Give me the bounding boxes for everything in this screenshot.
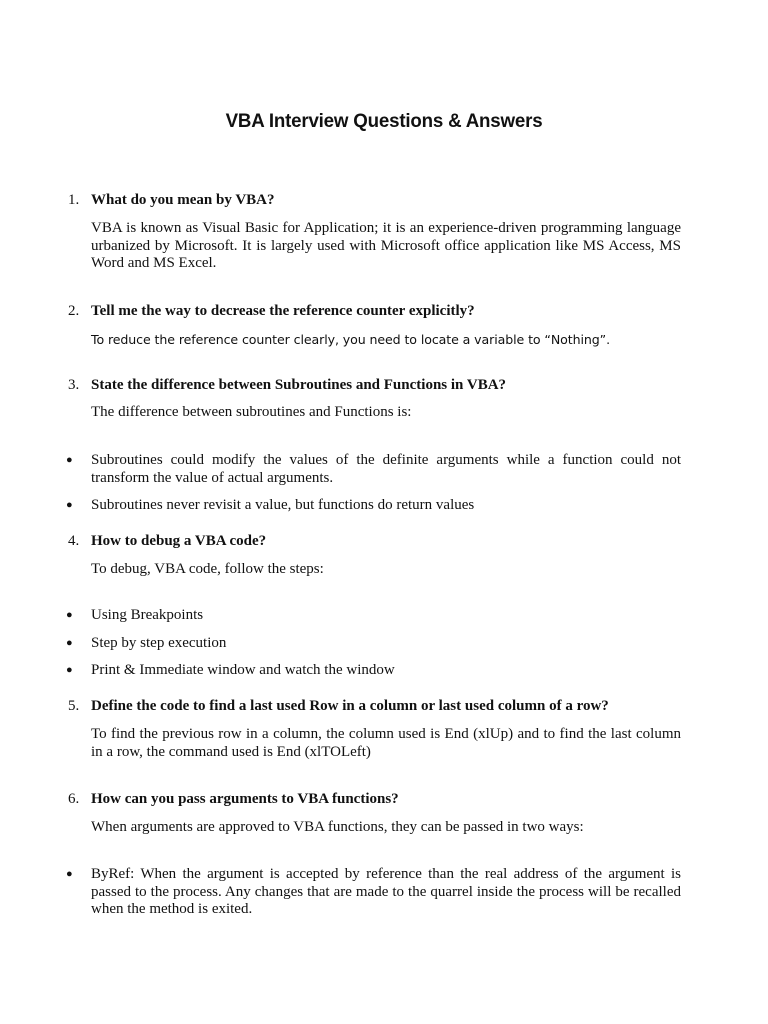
bullet-icon: ● bbox=[66, 637, 73, 649]
item-4-bullet-2: Step by step execution bbox=[91, 635, 227, 651]
item-5-question: Define the code to find a last used Row in a column or last used column of a row? bbox=[91, 698, 609, 714]
item-6-bullet-1: ByRef: When the argument is accepted by reference than the real address of the argument is passed to the process. Any changes that are made to the quarrel inside the process will be recalled when the method is exited. bbox=[91, 866, 681, 917]
item-2-answer: To reduce the reference counter clearly, you need to locate a variable to “Nothing”. bbox=[91, 332, 610, 347]
item-3-bullet-1: Subroutines could modify the values of the definite arguments while a function could not transform the value of actual arguments. bbox=[91, 452, 681, 486]
item-5-answer: To find the previous row in a column, the column used is End (xlUp) and to find the last column in a row, the command used is End (xlTOLeft) bbox=[91, 726, 681, 760]
item-2-question: Tell me the way to decrease the reference counter explicitly? bbox=[91, 303, 475, 319]
bullet-icon: ● bbox=[66, 868, 73, 880]
item-2-number: 2. bbox=[68, 303, 80, 319]
item-4-number: 4. bbox=[68, 533, 80, 549]
bullet-icon: ● bbox=[66, 609, 73, 621]
item-4-answer: To debug, VBA code, follow the steps: bbox=[91, 561, 324, 577]
item-1-number: 1. bbox=[68, 192, 80, 208]
bullet-icon: ● bbox=[66, 454, 73, 466]
page-title: VBA Interview Questions & Answers bbox=[225, 110, 543, 132]
item-4-bullet-1: Using Breakpoints bbox=[91, 607, 204, 623]
item-3-answer: The difference between subroutines and Functions is: bbox=[91, 404, 412, 420]
item-1-question: What do you mean by VBA? bbox=[91, 192, 275, 208]
bullet-icon: ● bbox=[66, 664, 73, 676]
item-6-question: How can you pass arguments to VBA functions? bbox=[91, 791, 399, 807]
item-3-bullet-2: Subroutines never revisit a value, but functions do return values bbox=[91, 497, 475, 513]
bullet-icon: ● bbox=[66, 499, 73, 511]
item-4-question: How to debug a VBA code? bbox=[91, 533, 267, 549]
item-3-question: State the difference between Subroutines and Functions in VBA? bbox=[91, 377, 507, 393]
item-4-bullet-3: Print & Immediate window and watch the window bbox=[91, 662, 395, 678]
item-6-number: 6. bbox=[68, 791, 80, 807]
item-1-answer: VBA is known as Visual Basic for Application; it is an experience-driven programming language urbanized by Microsoft. It is largely used with Microsoft office application like MS Access, MS Word and MS Excel. bbox=[91, 220, 681, 271]
item-3-number: 3. bbox=[68, 377, 80, 393]
item-5-number: 5. bbox=[68, 698, 80, 714]
item-6-answer: When arguments are approved to VBA functions, they can be passed in two ways: bbox=[91, 819, 584, 835]
